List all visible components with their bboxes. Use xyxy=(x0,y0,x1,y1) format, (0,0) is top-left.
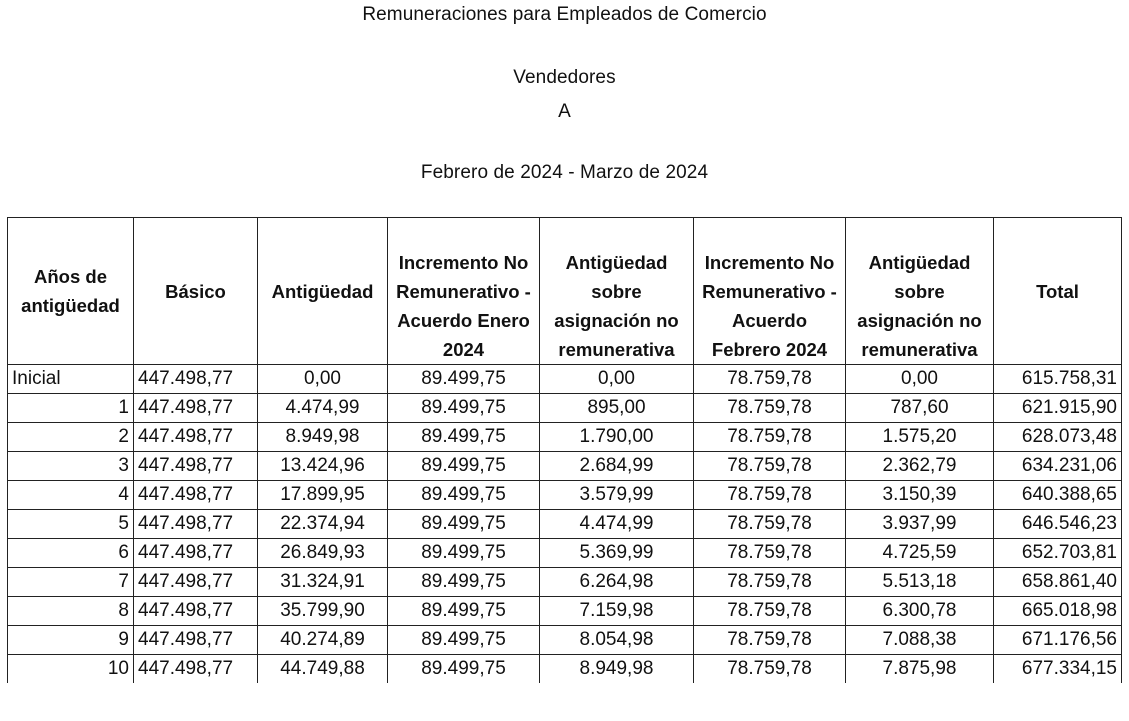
salary-table xyxy=(7,217,1122,683)
document-title: Remuneraciones para Empleados de Comercio xyxy=(362,4,767,25)
cell-seniority-allowance-january: 3.579,99 xyxy=(540,481,694,510)
cell-seniority: 0,00 xyxy=(258,365,388,394)
cell-seniority-allowance-february: 3.150,39 xyxy=(846,481,994,510)
cell-seniority-allowance-january: 6.264,98 xyxy=(540,568,694,597)
column-header-seniority-on-allowance-january: Antigüedad sobre asignación no remunerativa xyxy=(540,218,694,365)
column-header-increment-january: Incremento No Remunerativo - Acuerdo Enero 2024 xyxy=(388,218,540,365)
cell-increment-january: 89.499,75 xyxy=(388,423,540,452)
cell-years: 1 xyxy=(8,394,134,423)
cell-basic: 447.498,77 xyxy=(134,423,258,452)
cell-basic: 447.498,77 xyxy=(134,394,258,423)
cell-seniority-allowance-february: 7.875,98 xyxy=(846,655,994,684)
table-row xyxy=(8,365,1122,394)
cell-basic: 447.498,77 xyxy=(134,539,258,568)
cell-seniority: 31.324,91 xyxy=(258,568,388,597)
cell-seniority-allowance-january: 1.790,00 xyxy=(540,423,694,452)
cell-seniority-allowance-january: 7.159,98 xyxy=(540,597,694,626)
cell-seniority: 40.274,89 xyxy=(258,626,388,655)
cell-increment-january: 89.499,75 xyxy=(388,568,540,597)
column-header-total: Total xyxy=(994,218,1122,365)
cell-increment-february: 78.759,78 xyxy=(694,539,846,568)
cell-total: 621.915,90 xyxy=(994,394,1122,423)
cell-seniority-allowance-february: 6.300,78 xyxy=(846,597,994,626)
cell-increment-january: 89.499,75 xyxy=(388,481,540,510)
cell-years: 3 xyxy=(8,452,134,481)
cell-total: 628.073,48 xyxy=(994,423,1122,452)
table-row xyxy=(8,452,1122,481)
cell-basic: 447.498,77 xyxy=(134,655,258,684)
cell-increment-february: 78.759,78 xyxy=(694,655,846,684)
cell-increment-january: 89.499,75 xyxy=(388,452,540,481)
cell-seniority-allowance-january: 4.474,99 xyxy=(540,510,694,539)
cell-seniority-allowance-february: 3.937,99 xyxy=(846,510,994,539)
cell-seniority-allowance-january: 0,00 xyxy=(540,365,694,394)
cell-basic: 447.498,77 xyxy=(134,452,258,481)
cell-total: 677.334,15 xyxy=(994,655,1122,684)
cell-seniority-allowance-january: 5.369,99 xyxy=(540,539,694,568)
cell-basic: 447.498,77 xyxy=(134,365,258,394)
cell-seniority-allowance-february: 4.725,59 xyxy=(846,539,994,568)
cell-total: 640.388,65 xyxy=(994,481,1122,510)
cell-increment-february: 78.759,78 xyxy=(694,452,846,481)
cell-increment-january: 89.499,75 xyxy=(388,394,540,423)
cell-years: 10 xyxy=(8,655,134,684)
table-row xyxy=(8,597,1122,626)
cell-total: 615.758,31 xyxy=(994,365,1122,394)
cell-increment-january: 89.499,75 xyxy=(388,539,540,568)
cell-seniority-allowance-january: 895,00 xyxy=(540,394,694,423)
cell-seniority-allowance-february: 787,60 xyxy=(846,394,994,423)
table-row xyxy=(8,626,1122,655)
cell-basic: 447.498,77 xyxy=(134,597,258,626)
column-header-years: Años de antigüedad xyxy=(8,218,134,365)
cell-increment-february: 78.759,78 xyxy=(694,365,846,394)
category-class: A xyxy=(558,101,571,122)
table-header-row xyxy=(8,218,1122,365)
cell-seniority: 13.424,96 xyxy=(258,452,388,481)
cell-total: 634.231,06 xyxy=(994,452,1122,481)
cell-increment-january: 89.499,75 xyxy=(388,655,540,684)
cell-basic: 447.498,77 xyxy=(134,568,258,597)
table-row xyxy=(8,510,1122,539)
cell-seniority-allowance-february: 5.513,18 xyxy=(846,568,994,597)
table-row xyxy=(8,539,1122,568)
cell-years: 9 xyxy=(8,626,134,655)
table-row xyxy=(8,481,1122,510)
cell-increment-january: 89.499,75 xyxy=(388,626,540,655)
cell-seniority-allowance-january: 8.949,98 xyxy=(540,655,694,684)
column-header-seniority-on-allowance-february: Antigüedad sobre asignación no remunerativa xyxy=(846,218,994,365)
cell-total: 652.703,81 xyxy=(994,539,1122,568)
cell-years: 2 xyxy=(8,423,134,452)
cell-increment-february: 78.759,78 xyxy=(694,597,846,626)
column-header-basic: Básico xyxy=(134,218,258,365)
cell-increment-january: 89.499,75 xyxy=(388,510,540,539)
category-title: Vendedores xyxy=(513,67,616,88)
table-body xyxy=(8,365,1122,684)
table-row xyxy=(8,394,1122,423)
cell-seniority-allowance-february: 0,00 xyxy=(846,365,994,394)
cell-seniority: 44.749,88 xyxy=(258,655,388,684)
cell-seniority-allowance-february: 1.575,20 xyxy=(846,423,994,452)
cell-basic: 447.498,77 xyxy=(134,626,258,655)
cell-increment-february: 78.759,78 xyxy=(694,481,846,510)
cell-years: 5 xyxy=(8,510,134,539)
cell-years: 8 xyxy=(8,597,134,626)
cell-increment-february: 78.759,78 xyxy=(694,423,846,452)
cell-seniority: 8.949,98 xyxy=(258,423,388,452)
cell-increment-january: 89.499,75 xyxy=(388,365,540,394)
cell-total: 665.018,98 xyxy=(994,597,1122,626)
column-header-increment-february: Incremento No Remunerativo - Acuerdo Febrero 2024 xyxy=(694,218,846,365)
cell-seniority: 35.799,90 xyxy=(258,597,388,626)
cell-seniority: 26.849,93 xyxy=(258,539,388,568)
cell-basic: 447.498,77 xyxy=(134,481,258,510)
cell-total: 671.176,56 xyxy=(994,626,1122,655)
table-row xyxy=(8,568,1122,597)
column-header-seniority: Antigüedad xyxy=(258,218,388,365)
cell-seniority: 17.899,95 xyxy=(258,481,388,510)
cell-increment-january: 89.499,75 xyxy=(388,597,540,626)
cell-seniority: 22.374,94 xyxy=(258,510,388,539)
cell-increment-february: 78.759,78 xyxy=(694,626,846,655)
cell-years: 4 xyxy=(8,481,134,510)
cell-years: Inicial xyxy=(8,365,134,394)
period-title: Febrero de 2024 - Marzo de 2024 xyxy=(420,162,709,183)
cell-seniority-allowance-january: 8.054,98 xyxy=(540,626,694,655)
cell-years: 7 xyxy=(8,568,134,597)
cell-total: 658.861,40 xyxy=(994,568,1122,597)
cell-seniority-allowance-january: 2.684,99 xyxy=(540,452,694,481)
cell-seniority: 4.474,99 xyxy=(258,394,388,423)
cell-years: 6 xyxy=(8,539,134,568)
cell-increment-february: 78.759,78 xyxy=(694,568,846,597)
cell-seniority-allowance-february: 2.362,79 xyxy=(846,452,994,481)
cell-total: 646.546,23 xyxy=(994,510,1122,539)
cell-basic: 447.498,77 xyxy=(134,510,258,539)
table-row xyxy=(8,655,1122,684)
cell-increment-february: 78.759,78 xyxy=(694,510,846,539)
cell-increment-february: 78.759,78 xyxy=(694,394,846,423)
table-row xyxy=(8,423,1122,452)
cell-seniority-allowance-february: 7.088,38 xyxy=(846,626,994,655)
